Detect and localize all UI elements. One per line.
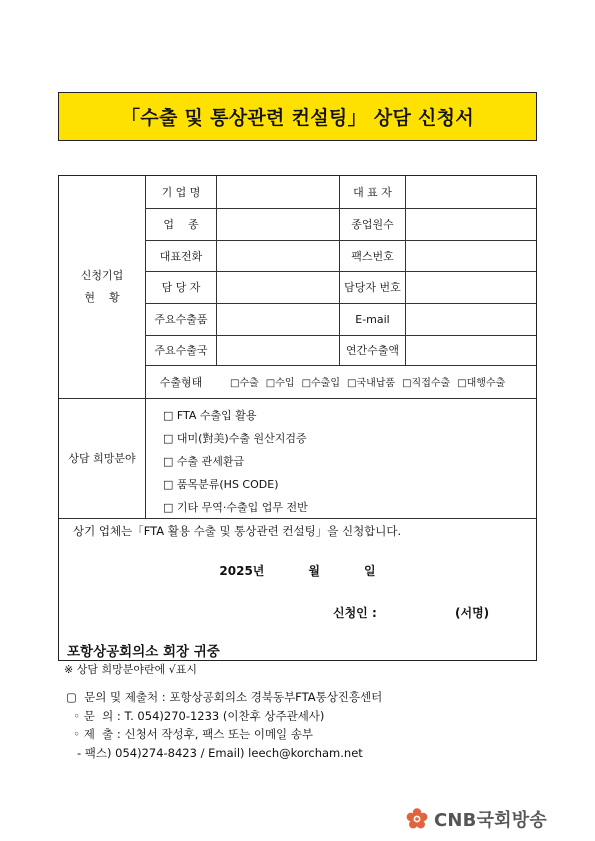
- company-name-label: 기 업 명: [161, 186, 201, 199]
- application-statement: 상기 업체는「FTA 활용 수출 및 통상관련 컨설팅」을 신청합니다.: [73, 524, 402, 538]
- annual-exports-label: 연간수출액: [345, 344, 400, 357]
- company-name-field[interactable]: [217, 177, 338, 207]
- manager-label: 담 당 자: [161, 281, 201, 294]
- manager-phone-field[interactable]: [406, 272, 535, 302]
- contact-line: ◦ 문 의 : T. 054)270-1233 (이찬후 상주관세사): [66, 708, 325, 723]
- phone-field[interactable]: [217, 241, 338, 270]
- fax-field[interactable]: [406, 241, 535, 270]
- consult-area-label: 상담 희망분야: [68, 452, 136, 465]
- flower-icon: [405, 807, 429, 831]
- watermark-text: CNB국회방송: [434, 810, 547, 831]
- industry-label: 업 종: [163, 218, 199, 231]
- email-field[interactable]: [406, 304, 535, 334]
- export-products-label: 주요수출품: [154, 313, 208, 326]
- manager-phone-label: 담당자 번호: [344, 281, 401, 294]
- checkbox-agency-export[interactable]: □대행수출: [457, 378, 506, 389]
- date-month: 월: [308, 564, 320, 578]
- employees-label: 종업원수: [351, 218, 394, 231]
- checkbox-domestic[interactable]: □국내납품: [347, 378, 396, 389]
- export-type-options: [216, 365, 538, 398]
- consult-area-options: [163, 404, 308, 519]
- form-title: 「수출 및 통상관련 컨설팅」 상담 신청서: [58, 92, 537, 141]
- applicant-label: 신청인 :: [333, 606, 377, 620]
- recipient: 포항상공회의소 회장 귀중: [67, 644, 220, 660]
- option-hs-code[interactable]: □ 품목분류(HS CODE): [163, 478, 279, 491]
- checkmark-note: ※ 상담 희망분야란에 √표시: [64, 663, 197, 676]
- watermark-logo: [405, 806, 547, 832]
- ceo-field[interactable]: [406, 177, 535, 207]
- employees-field[interactable]: [406, 209, 535, 239]
- contact-line: - 팩스) 054)274-8423 / Email) leech@korcham.net: [66, 745, 363, 760]
- date-day: 일: [364, 564, 376, 578]
- manager-field[interactable]: [217, 272, 338, 302]
- company-group-label: 신청기업 현 황: [80, 269, 124, 304]
- checkbox-export[interactable]: □수출: [230, 378, 259, 389]
- checkbox-direct-export[interactable]: □직접수출: [402, 378, 451, 389]
- signature-label: (서명): [455, 606, 490, 620]
- export-type-label: 수출형태: [159, 375, 203, 389]
- option-other-trade[interactable]: □ 기타 무역·수출입 업무 전반: [163, 501, 308, 514]
- ceo-label: 대 표 자: [353, 186, 392, 199]
- export-countries-field[interactable]: [217, 336, 338, 364]
- contact-line: ◦ 제 출 : 신청서 작성후, 팩스 또는 이메일 송부: [66, 727, 314, 741]
- application-date: [59, 562, 536, 579]
- contact-info: [66, 688, 382, 762]
- option-origin-verification[interactable]: □ 대미(對美)수출 원산지검증: [163, 432, 307, 445]
- contact-line: ▢ 문의 및 제출처 : 포항상공회의소 경북동부FTA통상진흥센터: [66, 690, 383, 704]
- checkbox-import[interactable]: □수입: [265, 378, 295, 389]
- export-countries-label: 주요수출국: [154, 344, 208, 357]
- option-duty-drawback[interactable]: □ 수출 관세환급: [163, 455, 245, 468]
- date-year: 2025년: [219, 564, 265, 578]
- checkbox-export-import[interactable]: □수출입: [301, 378, 340, 389]
- application-form: [58, 175, 537, 661]
- phone-label: 대표전화: [159, 249, 203, 263]
- export-products-field[interactable]: [217, 304, 338, 334]
- option-fta[interactable]: □ FTA 수출입 활용: [163, 409, 257, 422]
- annual-exports-field[interactable]: [406, 336, 535, 364]
- industry-field[interactable]: [217, 209, 338, 239]
- email-label: E-mail: [355, 312, 390, 326]
- fax-label: 팩스번호: [351, 249, 394, 263]
